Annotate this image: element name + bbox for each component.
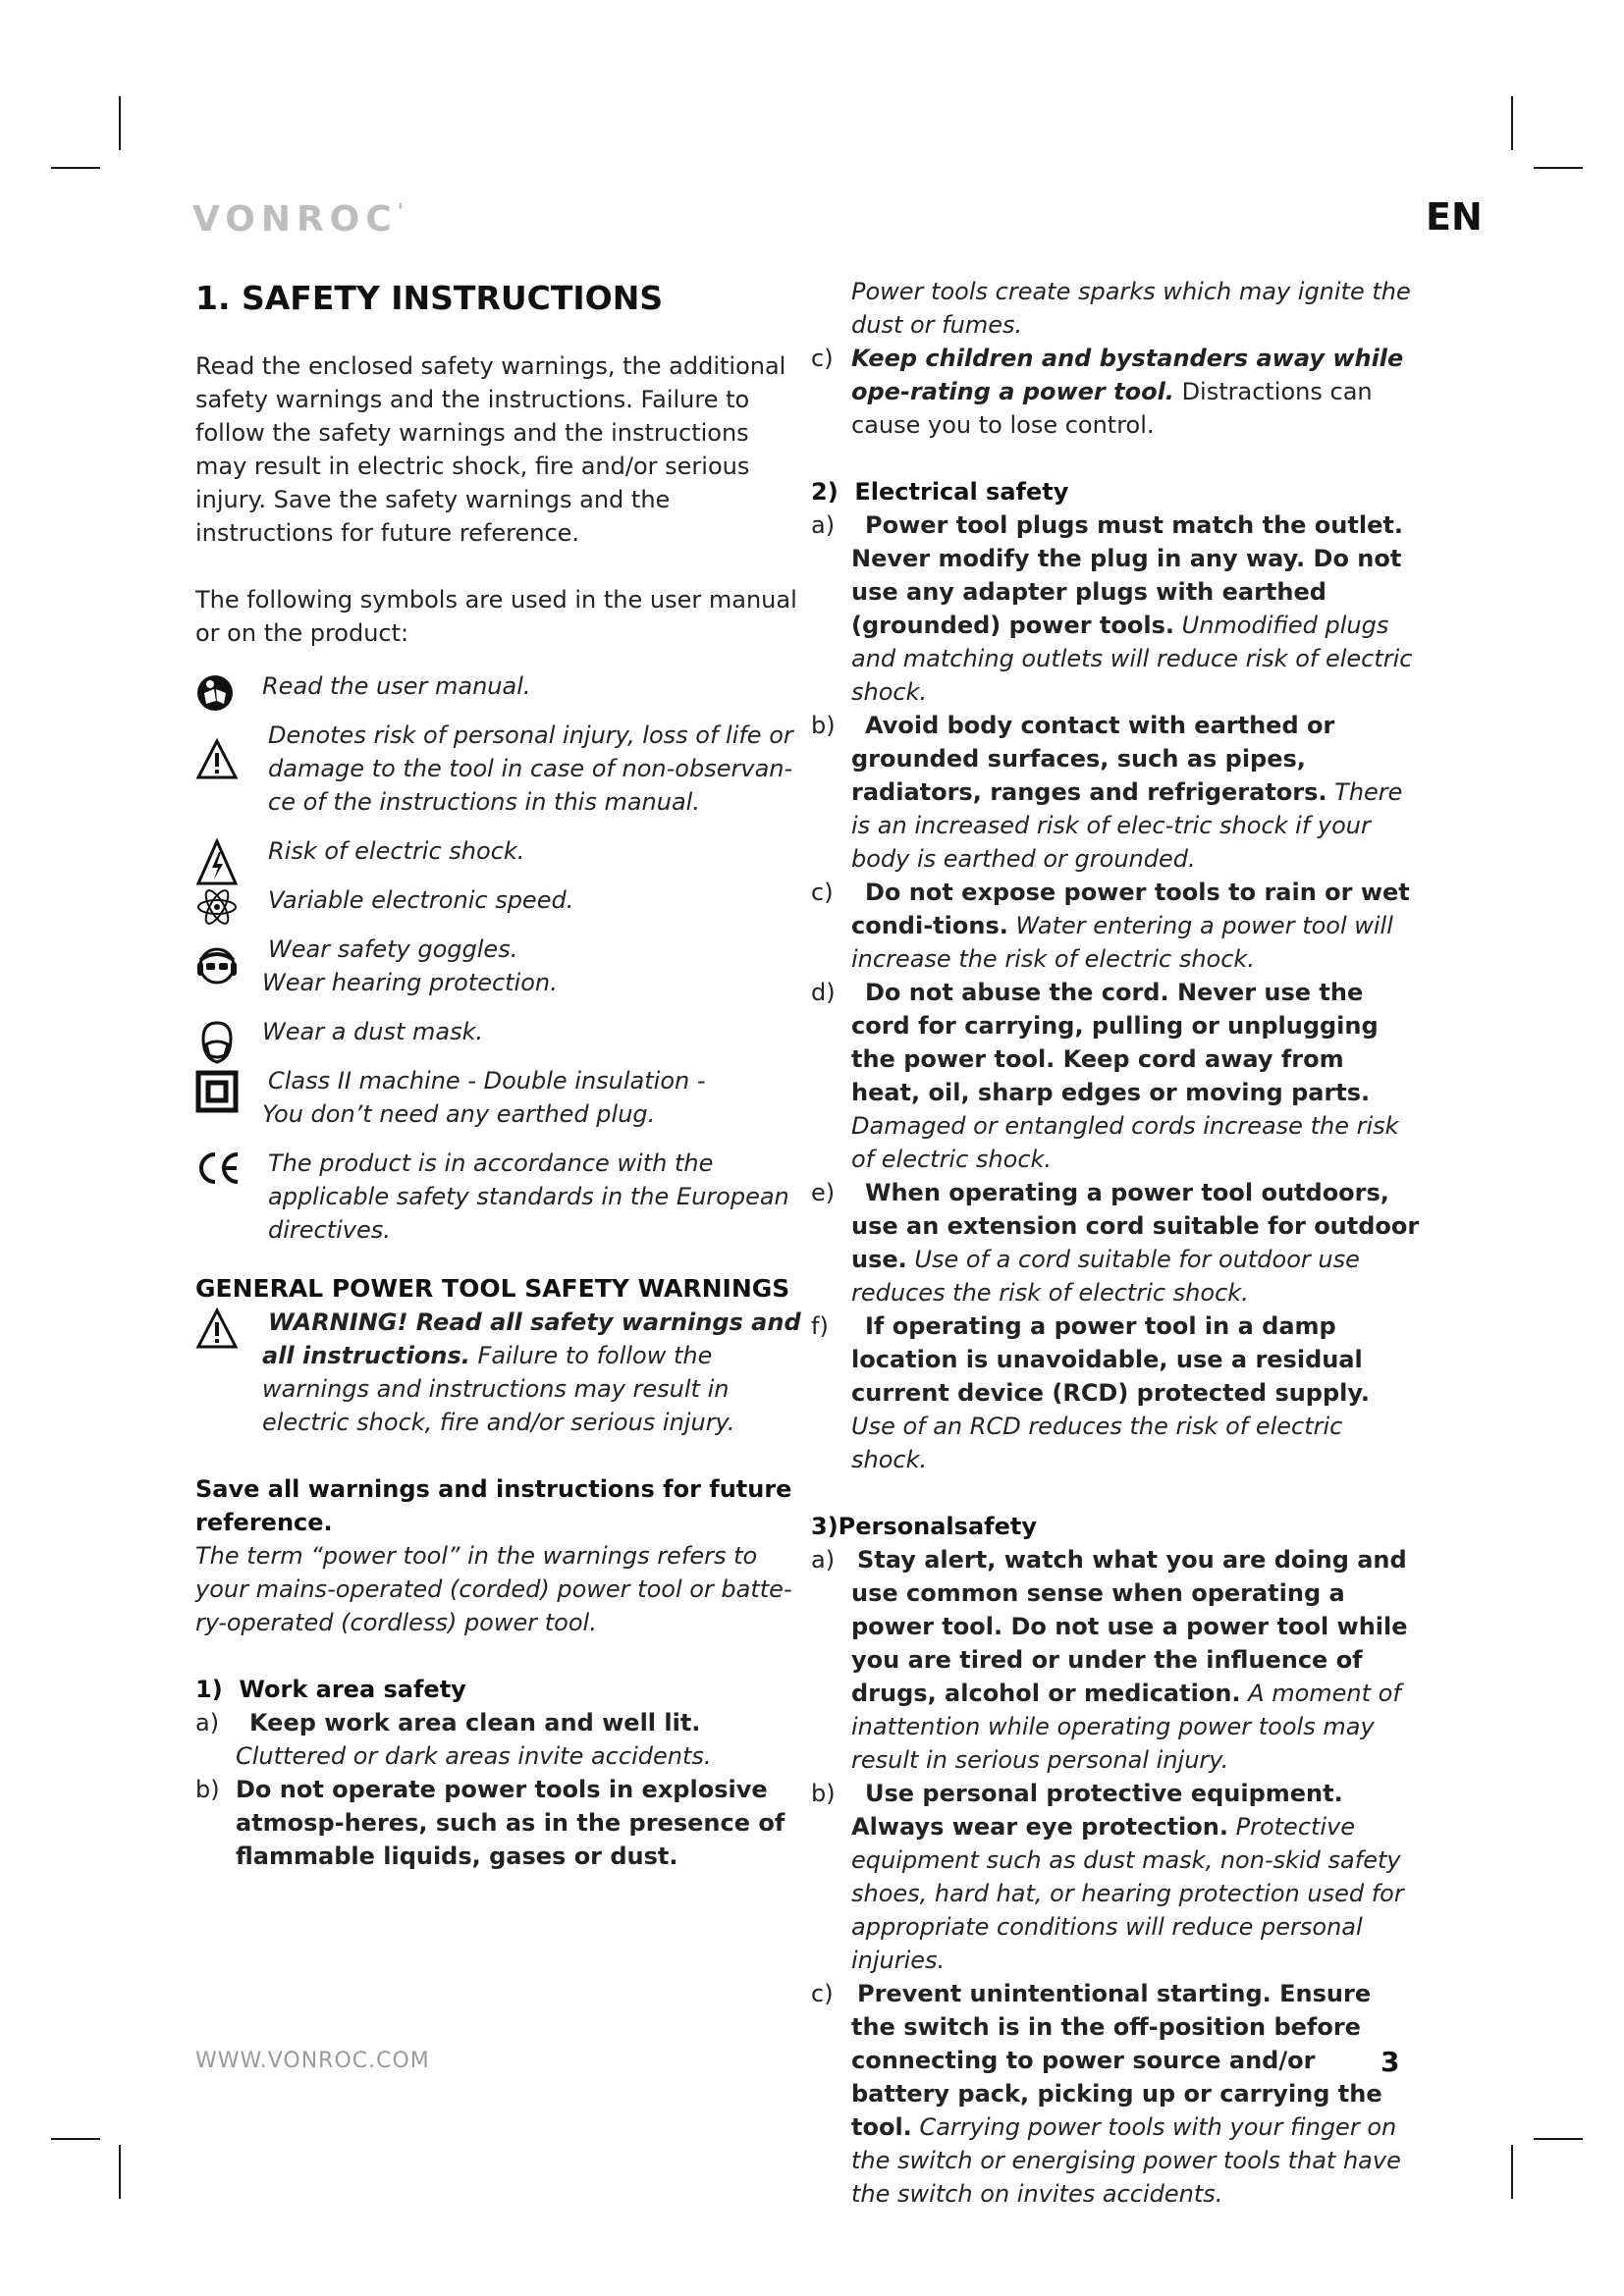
symbol-row bbox=[195, 1015, 804, 1048]
crop-mark bbox=[1511, 2145, 1513, 2199]
symbol-row bbox=[195, 719, 804, 819]
page-number: 3 bbox=[1380, 2046, 1400, 2078]
warning-row bbox=[195, 1306, 804, 1439]
general-warnings-heading: GENERAL POWER TOOL SAFETY WARNINGS bbox=[195, 1274, 790, 1303]
item-text: A moment of inattention while operating power tools may result in serious personal injury. bbox=[851, 1680, 1401, 1774]
item-text: Water entering a power tool will increase the risk of electric shock. bbox=[851, 912, 1393, 973]
symbol-row bbox=[195, 933, 804, 999]
item-bold: When operating a power tool outdoors, use an extension cord suitable for outdoor use. bbox=[851, 1179, 1420, 1273]
list-label: a) bbox=[811, 1546, 836, 1574]
section-title: 1. SAFETY INSTRUCTIONS bbox=[195, 279, 664, 317]
item-text: Use of a cord suitable for outdoor use reduces the risk of electric shock. bbox=[851, 1246, 1360, 1307]
item-text: Unmodified plugs and matching outlets will reduce risk of electric shock. bbox=[851, 612, 1413, 706]
item-text: Damaged or entangled cords increase the risk of electric shock. bbox=[851, 1112, 1399, 1173]
read-manual-icon bbox=[195, 669, 262, 703]
warning-triangle-icon bbox=[195, 1306, 262, 1339]
crop-mark bbox=[51, 2138, 100, 2140]
list-item bbox=[811, 1176, 1420, 1309]
list-item bbox=[811, 1777, 1420, 1977]
personal-safety-heading: 3)Personalsafety bbox=[811, 1513, 1037, 1540]
item-bold: Keep children and bystanders away while ope-rating a power tool. bbox=[851, 345, 1404, 405]
language-label: EN bbox=[1426, 195, 1483, 239]
crop-mark bbox=[1534, 167, 1583, 169]
list-item bbox=[811, 342, 1420, 442]
footer-url: WWW.VONROC.COM bbox=[195, 2049, 430, 2073]
dust-mask-icon bbox=[195, 1015, 262, 1048]
item-bold: Stay alert, watch what you are doing and use common sense when operating a power tool. Do not use a power tool while you are tired or under the influence of drugs, alcohol or medication. bbox=[851, 1546, 1408, 1707]
item-bold: If operating a power tool in a damp location is unavoidable, use a residual current device (RCD) protected supply. bbox=[851, 1312, 1370, 1407]
symbols-intro: The following symbols are used in the user manual or on the product: bbox=[195, 586, 797, 647]
crop-mark bbox=[1534, 2138, 1583, 2140]
symbol-text: Denotes risk of personal injury, loss of life or damage to the tool in case of non-observan-ce of the instructions in this manual. bbox=[268, 721, 793, 816]
list-label: b) bbox=[811, 1780, 836, 1807]
item-text: There is an increased risk of elec-tric shock if your body is earthed or grounded. bbox=[851, 778, 1403, 873]
goggles-ear-protection-icon bbox=[195, 933, 262, 966]
list-item bbox=[811, 976, 1420, 1176]
crop-mark bbox=[119, 2145, 121, 2199]
item-bold: Power tool plugs must match the outlet. Never modify the plug in any way. Do not use any adapter plugs with earthed (grounded) power tools. bbox=[851, 511, 1403, 639]
warning-triangle-icon bbox=[195, 719, 262, 752]
item-bold: Do not abuse the cord. Never use the cord for carrying, pulling or unplugging the power tool. Keep cord away from heat, oil, sharp edges or moving parts. bbox=[851, 979, 1379, 1106]
item-text: Distractions can cause you to lose control. bbox=[851, 378, 1373, 439]
intro-paragraph: Read the enclosed safety warnings, the additional safety warnings and the instructions. Failure to follow the safety warnings and the instructions may result in electric shock, fire and/or serious injury. Save the safety warnings and the instructions for future reference. bbox=[195, 352, 786, 547]
symbol-text: Read the user manual. bbox=[262, 672, 531, 700]
symbol-text: You don’t need any earthed plug. bbox=[262, 1100, 656, 1128]
crop-mark bbox=[1511, 96, 1513, 150]
list-label: a) bbox=[195, 1709, 220, 1736]
item-bold: Do not operate power tools in explosive atmosp-heres, such as in the presence of flammable liquids, gases or dust. bbox=[236, 1776, 785, 1870]
list-label: f) bbox=[811, 1312, 829, 1340]
list-item bbox=[811, 508, 1420, 709]
list-item bbox=[811, 1977, 1420, 2211]
item-bold: Prevent unintentional starting. Ensure the switch is in the off-position before connecting to power source and/or battery pack, picking up or carrying the tool. bbox=[851, 1980, 1382, 2141]
symbol-row bbox=[195, 834, 804, 868]
electric-shock-icon bbox=[195, 834, 262, 868]
right-column bbox=[811, 275, 1420, 2211]
class-ii-icon bbox=[195, 1064, 262, 1097]
list-label: c) bbox=[811, 1980, 834, 2007]
list-item bbox=[195, 1706, 804, 1773]
symbol-row bbox=[195, 669, 804, 703]
variable-speed-icon bbox=[195, 883, 262, 917]
brand-logo: VONROC' bbox=[192, 199, 404, 240]
electrical-heading: 2) Electrical safety bbox=[811, 478, 1069, 506]
item-text: Power tools create sparks which may ignite the dust or fumes. bbox=[851, 278, 1411, 339]
list-label: a) bbox=[811, 511, 836, 539]
warning-text: Failure to follow the warnings and instructions may result in electric shock, fire and/or serious injury. bbox=[262, 1342, 735, 1436]
symbol-text: Wear a dust mask. bbox=[262, 1018, 484, 1045]
list-item-continued bbox=[811, 275, 1420, 342]
ce-mark-icon bbox=[195, 1147, 262, 1180]
left-column bbox=[195, 275, 804, 1873]
item-bold: Use personal protective equipment. Always wear eye protection. bbox=[851, 1780, 1343, 1841]
item-text: Carrying power tools with your finger on the switch or energising power tools that have the switch on invites accidents. bbox=[851, 2113, 1401, 2208]
list-item bbox=[811, 876, 1420, 976]
list-item bbox=[811, 1543, 1420, 1777]
work-area-heading: 1) Work area safety bbox=[195, 1676, 466, 1703]
crop-mark bbox=[51, 167, 100, 169]
symbol-row bbox=[195, 883, 804, 917]
item-bold: Do not expose power tools to rain or wet condi-tions. bbox=[851, 879, 1410, 939]
save-warnings-heading: Save all warnings and instructions for future reference. bbox=[195, 1475, 792, 1536]
item-text: Cluttered or dark areas invite accidents. bbox=[236, 1742, 712, 1770]
item-text: Protective equipment such as dust mask, non-skid safety shoes, hard hat, or hearing protection used for appropriate conditions will reduce personal injuries. bbox=[851, 1813, 1404, 1974]
symbol-text: Wear safety goggles. bbox=[268, 935, 518, 963]
list-item bbox=[811, 709, 1420, 876]
item-text: Use of an RCD reduces the risk of electric shock. bbox=[851, 1413, 1343, 1473]
symbol-text: Wear hearing protection. bbox=[262, 969, 558, 996]
symbol-text: Class II machine - Double insulation - bbox=[268, 1067, 706, 1095]
symbol-text: The product is in accordance with the applicable safety standards in the European directives. bbox=[268, 1149, 789, 1244]
warning-bold: WARNING! Read all safety warnings and all instructions. bbox=[262, 1308, 801, 1369]
list-label: b) bbox=[811, 712, 836, 739]
list-label: c) bbox=[811, 345, 834, 372]
symbol-row bbox=[195, 1064, 804, 1131]
item-bold: Avoid body contact with earthed or grounded surfaces, such as pipes, radiators, ranges and refrigerators. bbox=[851, 712, 1335, 806]
list-label: c) bbox=[811, 879, 834, 906]
crop-mark bbox=[119, 96, 121, 150]
symbol-text: Variable electronic speed. bbox=[268, 886, 574, 914]
symbol-text: Risk of electric shock. bbox=[268, 837, 525, 865]
list-item bbox=[811, 1309, 1420, 1476]
list-item bbox=[195, 1773, 804, 1873]
item-bold: Keep work area clean and well lit. bbox=[249, 1709, 701, 1736]
symbol-row bbox=[195, 1147, 804, 1247]
list-label: e) bbox=[811, 1179, 836, 1206]
term-paragraph: The term “power tool” in the warnings refers to your mains-operated (corded) power tool or batte-ry-operated (cordless) power tool. bbox=[195, 1542, 792, 1636]
list-label: b) bbox=[195, 1776, 220, 1803]
list-label: d) bbox=[811, 979, 836, 1006]
